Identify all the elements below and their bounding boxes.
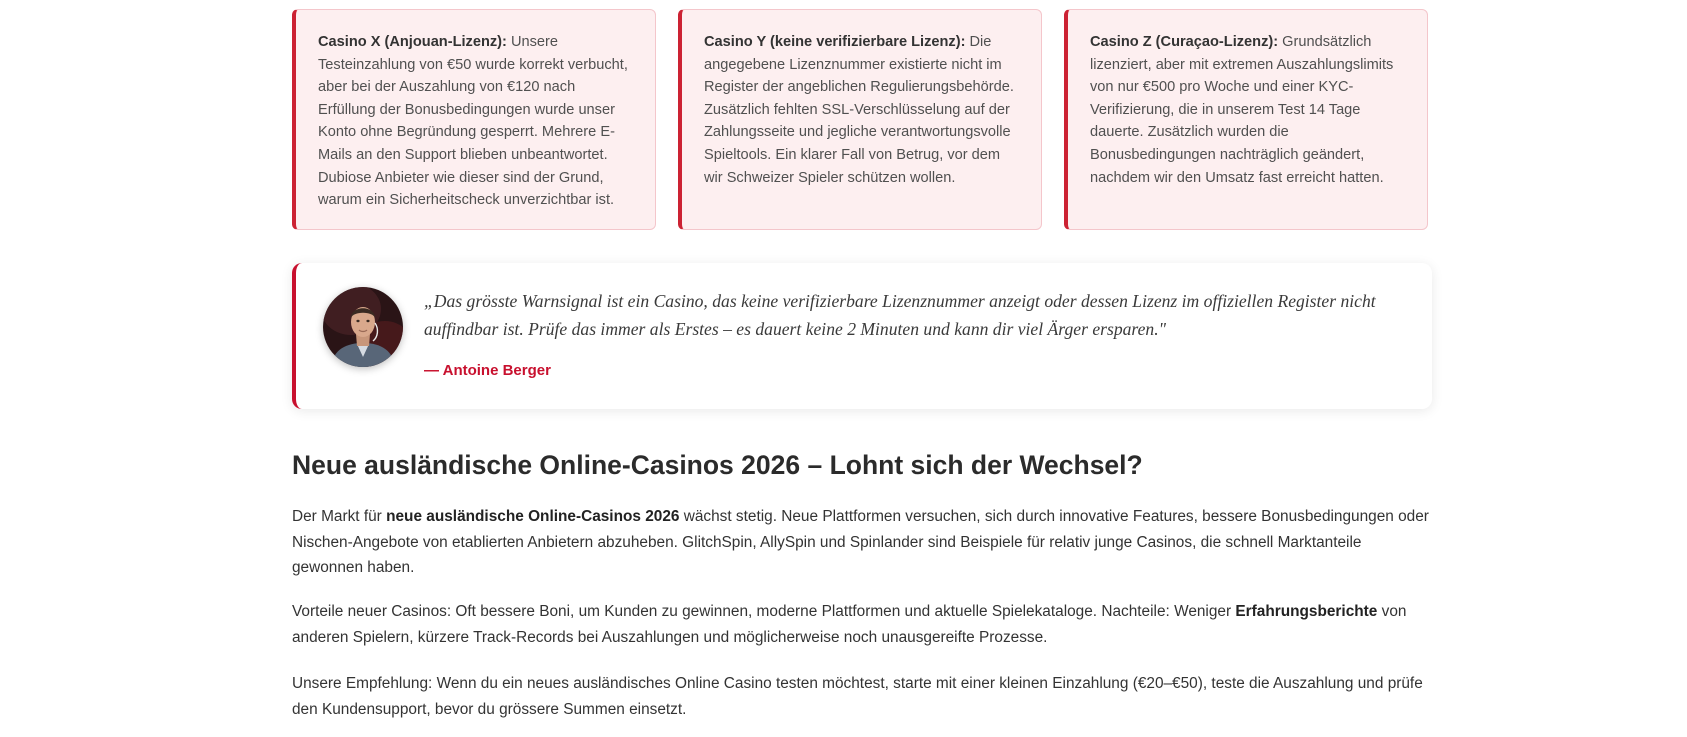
avatar [323, 287, 403, 367]
warning-card-title: Casino Y (keine verifizierbare Lizenz): [704, 34, 966, 50]
paragraph-new-casinos [292, 504, 1432, 581]
warning-card-casino-z [1064, 9, 1428, 230]
quote-author: — Antoine Berger [424, 362, 551, 379]
paragraph-recommendation: Unsere Empfehlung: Wenn du ein neues ausländisches Online Casino testen möchtest, starte mit einer kleinen Einzahlung (€20–€50), teste die Auszahlung und prüfe den Kundensupport, bevor du grössere Summen einsetzt. [292, 675, 1423, 718]
warning-card-text: Die angegebene Lizenznummer existierte nicht im Register der angeblichen Regulierungsbehörde. Zusätzlich fehlten SSL-Verschlüsselung auf der Zahlungsseite und jegliche verantwortungsvolle Spieltools. Ein klarer Fall von Betrug, vor dem wir Schweizer Spieler schützen wollen. [704, 34, 1014, 186]
warning-card-title: Casino Z (Curaçao-Lizenz): [1090, 34, 1279, 50]
quote-text: „Das grösste Warnsignal ist ein Casino, das keine verifizierbare Lizenznummer anzeigt oder dessen Lizenz im offiziellen Register nicht auffindbar ist. Prüfe das immer als Erstes – es dauert keine 2 Minuten und kann dir viel Ärger ersparen." [424, 291, 1376, 339]
paragraph-bold-text: Erfahrungsberichte [1235, 603, 1378, 620]
paragraph-text: von anderen Spielern, kürzere Track-Records bei Auszahlungen und möglicherweise noch unausgereifte Prozesse. [292, 603, 1407, 646]
warning-card-casino-x [292, 9, 656, 230]
paragraph-text: wächst stetig. Neue Plattformen versuchen, sich durch innovative Features, bessere Bonusbedingungen oder Nischen-Angebote von etablierten Anbietern abzuheben. GlitchSpin, AllySpin und Spinlander sind Beispiele für relativ junge Casinos, die schnell Marktanteile gewonnen haben. [292, 508, 1429, 576]
paragraph-text: Der Markt für [292, 508, 387, 525]
warning-card-title: Casino X (Anjouan-Lizenz): [318, 34, 507, 50]
warning-card-casino-y [678, 9, 1042, 230]
paragraph-text: Vorteile neuer Casinos: Oft bessere Boni, um Kunden zu gewinnen, moderne Plattformen und aktuelle Spielekataloge. Nachteile: Weniger [292, 603, 1236, 620]
warning-card-text: Grundsätzlich lizenziert, aber mit extremen Auszahlungslimits von nur €500 pro Woche und einer KYC-Verifizierung, die in unserem Test 14 Tage dauerte. Zusätzlich wurden die Bonusbedingungen nachträglich geändert, nachdem wir den Umsatz fast erreicht hatten. [1090, 34, 1394, 186]
expert-quote [292, 263, 1432, 409]
paragraph-bold-text: neue ausländische Online-Casinos 2026 [386, 508, 680, 525]
warning-card-text: Unsere Testeinzahlung von €50 wurde korrekt verbucht, aber bei der Auszahlung von €120 nach Erfüllung der Bonusbedingungen wurde unser Konto ohne Begründung gesperrt. Mehrere E-Mails an den Support blieben unbeantwortet. Dubiose Anbieter wie dieser sind der Grund, warum ein Sicherheitscheck unverzichtbar ist. [318, 34, 628, 209]
section-heading: Neue ausländische Online-Casinos 2026 – Lohnt sich der Wechsel? [292, 450, 1143, 480]
warning-cards [292, 9, 1432, 232]
paragraph-pros-cons [292, 599, 1432, 650]
avatar-photo [323, 287, 403, 367]
